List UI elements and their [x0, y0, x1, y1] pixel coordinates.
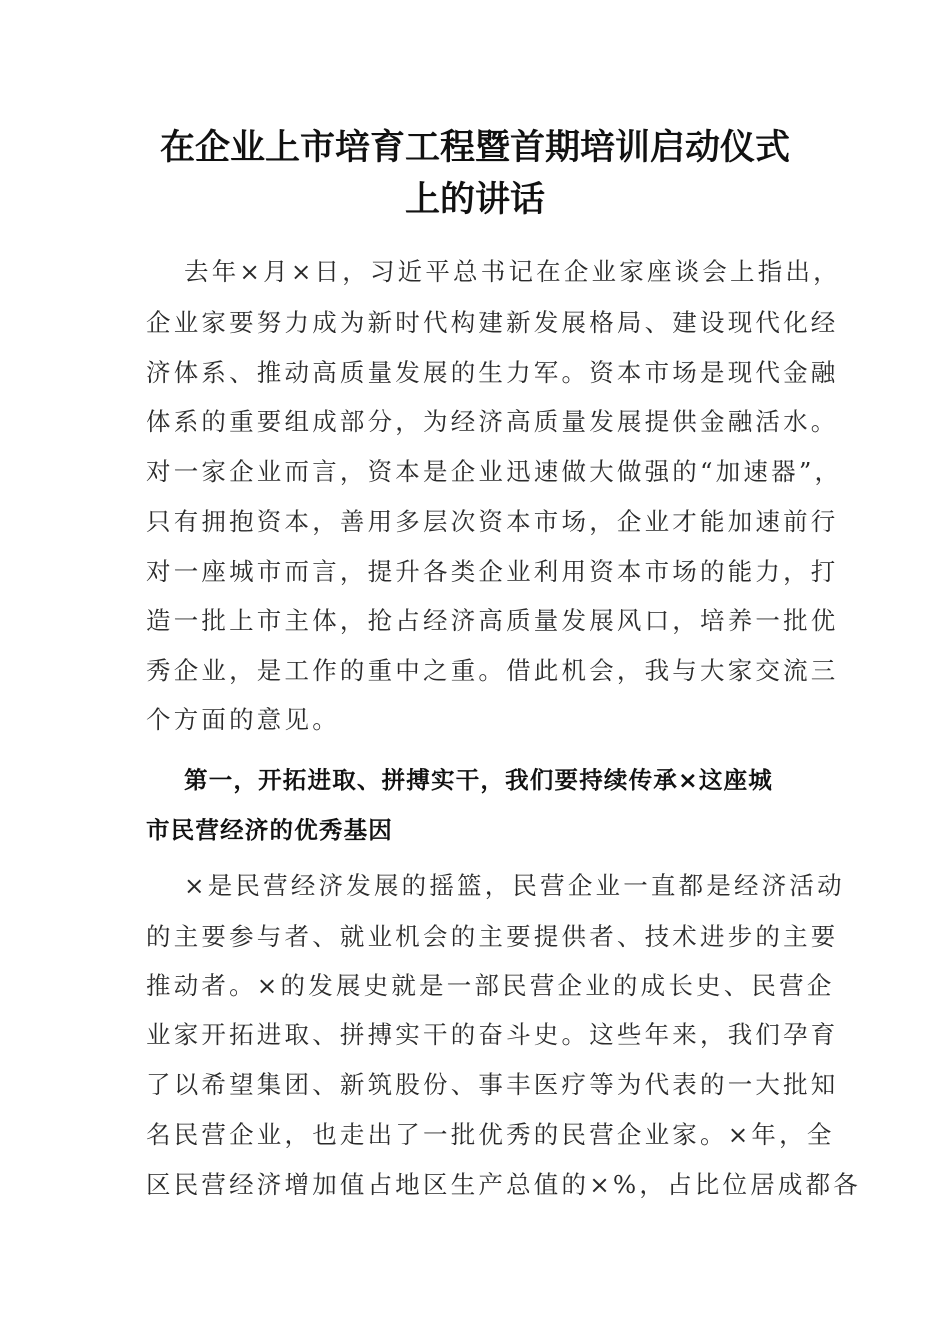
paragraph-2-line: ×是民营经济发展的摇篮，民营企业一直都是经济活动 — [184, 871, 845, 900]
paragraph-1-line: 造一批上市主体，抢占经济高质量发展风口，培养一批优 — [146, 606, 839, 635]
paragraph-1-line: 对一座城市而言，提升各类企业利用资本市场的能力，打 — [146, 557, 839, 586]
document-title-line-2: 上的讲话 — [404, 179, 545, 220]
section-heading-line: 第一，开拓进取、拼搏实干，我们要持续传承×这座城 — [184, 766, 773, 794]
paragraph-1-line: 个方面的意见。 — [146, 705, 340, 734]
paragraph-2-line: 区民营经济增加值占地区生产总值的×%，占比位居成都各 — [146, 1170, 862, 1199]
paragraph-1-line: 只有拥抱资本，善用多层次资本市场，企业才能加速前行 — [146, 507, 839, 536]
section-heading-line: 市民营经济的优秀基因 — [146, 816, 393, 844]
paragraph-2-line: 推动者。×的发展史就是一部民营企业的成长史、民营企 — [146, 971, 835, 1000]
paragraph-1-line: 济体系、推动高质量发展的生力军。资本市场是现代金融 — [146, 358, 839, 387]
paragraph-2-line: 的主要参与者、就业机会的主要提供者、技术进步的主要 — [146, 922, 839, 951]
paragraph-2-line: 了以希望集团、新筑股份、事丰医疗等为代表的一大批知 — [146, 1070, 839, 1099]
paragraph-1-line: 对一家企业而言，资本是企业迅速做大做强的“加速器”， — [146, 457, 843, 486]
paragraph-1-line: 体系的重要组成部分，为经济高质量发展提供金融活水。 — [146, 407, 839, 436]
paragraph-1-line: 去年×月×日，习近平总书记在企业家座谈会上指出， — [184, 257, 841, 286]
document-title-line-1: 在企业上市培育工程暨首期培训启动仪式 — [159, 127, 790, 168]
paragraph-2-line: 名民营企业，也走出了一批优秀的民营企业家。×年，全 — [146, 1120, 835, 1149]
paragraph-1-line: 秀企业，是工作的重中之重。借此机会，我与大家交流三 — [146, 656, 839, 685]
paragraph-1-line: 企业家要努力成为新时代构建新发展格局、建设现代化经 — [146, 308, 839, 337]
paragraph-2-line: 业家开拓进取、拼搏实干的奋斗史。这些年来，我们孕育 — [146, 1020, 839, 1049]
